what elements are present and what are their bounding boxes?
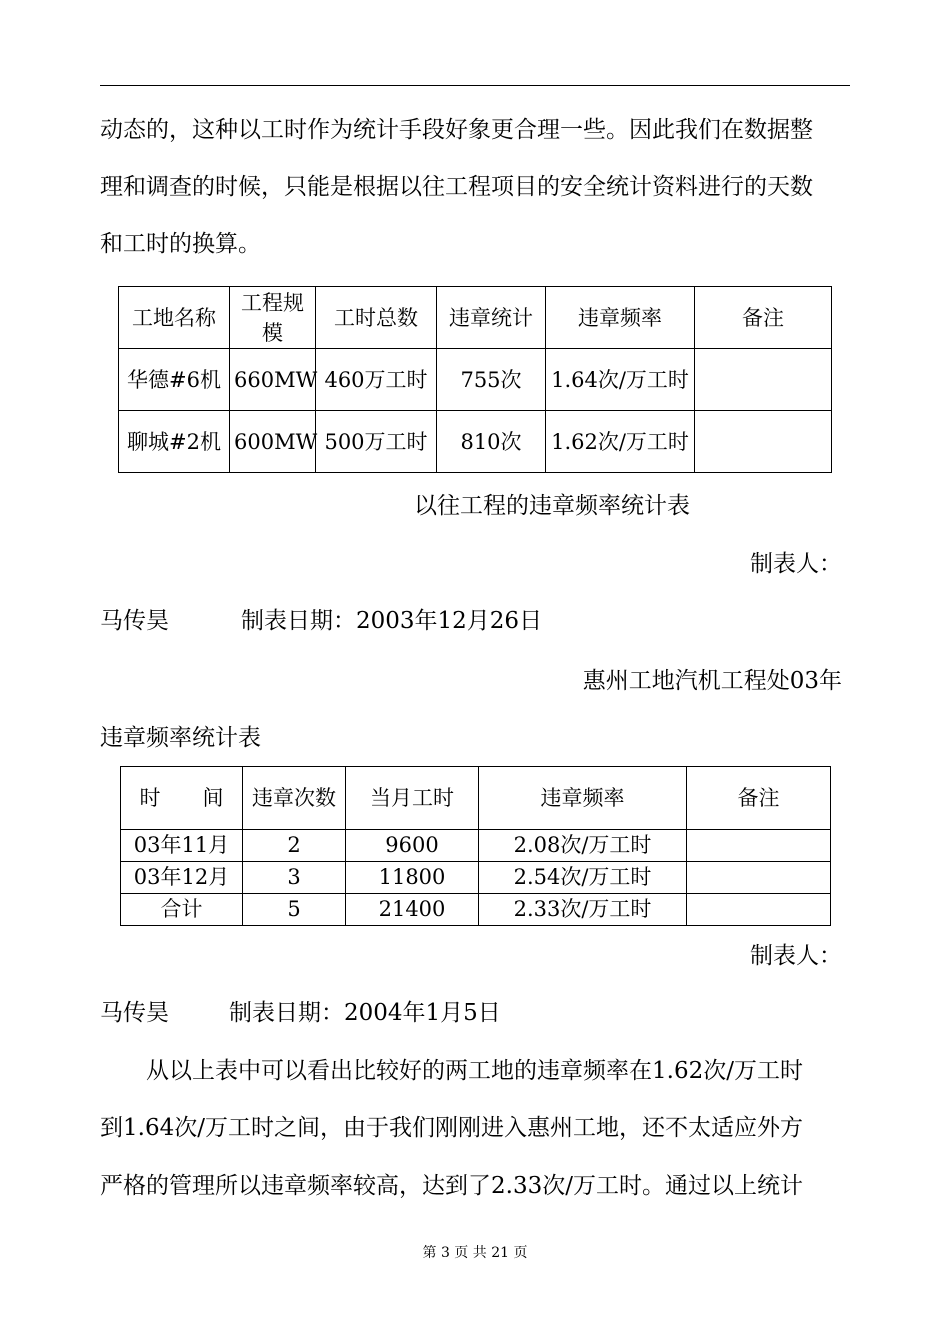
table-cell (687, 894, 831, 926)
table-cell: 2.33次/万工时 (479, 894, 687, 926)
table2-title-line2: 违章频率统计表 (100, 725, 261, 751)
table-cell: 2.54次/万工时 (479, 862, 687, 894)
header-cell: 违章频率 (479, 767, 687, 830)
header-cell: 工地名称 (119, 287, 230, 349)
header-cell: 当月工时 (346, 767, 479, 830)
table-cell: 1.62次/万工时 (546, 411, 695, 473)
paragraph1-line1: 动态的，这种以工时作为统计手段好象更合理一些。因此我们在数据整 (100, 117, 813, 143)
header-cell: 备注 (687, 767, 831, 830)
table-row (121, 830, 831, 862)
paragraph1-line2: 理和调查的时候，只能是根据以往工程项目的安全统计资料进行的天数 (100, 174, 813, 200)
table-cell: 3 (243, 862, 346, 894)
table-cell: 2.08次/万工时 (479, 830, 687, 862)
header-rule (100, 85, 850, 86)
huizhou-violation-table (120, 766, 831, 926)
table-cell: 755次 (437, 349, 546, 411)
header-cell: 工时总数 (316, 287, 437, 349)
table2-maker-name: 马传昊 (100, 1000, 169, 1026)
table-cell: 2 (243, 830, 346, 862)
table-cell: 9600 (346, 830, 479, 862)
table2-maker-line (100, 998, 501, 1028)
table-cell: 460万工时 (316, 349, 437, 411)
previous-projects-table (118, 286, 832, 473)
table-cell: 600MW (230, 411, 316, 473)
table-cell (695, 349, 832, 411)
paragraph2-line2: 到1.64次/万工时之间，由于我们刚刚进入惠州工地，还不太适应外方 (100, 1115, 803, 1141)
table1-maker-name: 马传昊 (100, 608, 169, 634)
header-cell: 违章统计 (437, 287, 546, 349)
header-cell: 备注 (695, 287, 832, 349)
page-number-footer: 第 3 页 共 21 页 (422, 1245, 528, 1261)
table-cell: 11800 (346, 862, 479, 894)
table-header-row (121, 767, 831, 830)
table-cell (687, 862, 831, 894)
table-row (119, 349, 832, 411)
header-cell: 违章次数 (243, 767, 346, 830)
table-cell: 聊城#2机 (119, 411, 230, 473)
table-cell (687, 830, 831, 862)
table-cell: 华德#6机 (119, 349, 230, 411)
table2-title-line1: 惠州工地汽机工程处03年 (582, 668, 842, 694)
table-cell: 810次 (437, 411, 546, 473)
table2-maker-label: 制表人： (750, 943, 842, 969)
table1-caption: 以往工程的违章频率统计表 (414, 493, 690, 519)
header-cell: 违章频率 (546, 287, 695, 349)
table-cell: 合计 (121, 894, 243, 926)
table-cell: 03年12月 (121, 862, 243, 894)
table1-maker-label: 制表人： (750, 551, 842, 577)
table-cell: 03年11月 (121, 830, 243, 862)
table-cell: 21400 (346, 894, 479, 926)
table-cell: 1.64次/万工时 (546, 349, 695, 411)
header-cell: 时 间 (121, 767, 243, 830)
table-cell (695, 411, 832, 473)
table-cell: 660MW (230, 349, 316, 411)
table-cell: 500万工时 (316, 411, 437, 473)
table-row (121, 862, 831, 894)
paragraph1-line3: 和工时的换算。 (100, 231, 261, 257)
table1-maker-line (100, 606, 542, 636)
table1-date: 制表日期：2003年12月26日 (241, 608, 543, 634)
table-row (119, 411, 832, 473)
paragraph2-line3: 严格的管理所以违章频率较高，达到了2.33次/万工时。通过以上统计 (100, 1173, 803, 1199)
paragraph2-line1: 从以上表中可以看出比较好的两工地的违章频率在1.62次/万工时 (146, 1058, 803, 1084)
header-cell: 工程规模 (230, 287, 316, 349)
table-header-row (119, 287, 832, 349)
table2-date: 制表日期：2004年1月5日 (229, 1000, 501, 1026)
table-total-row (121, 894, 831, 926)
table-cell: 5 (243, 894, 346, 926)
